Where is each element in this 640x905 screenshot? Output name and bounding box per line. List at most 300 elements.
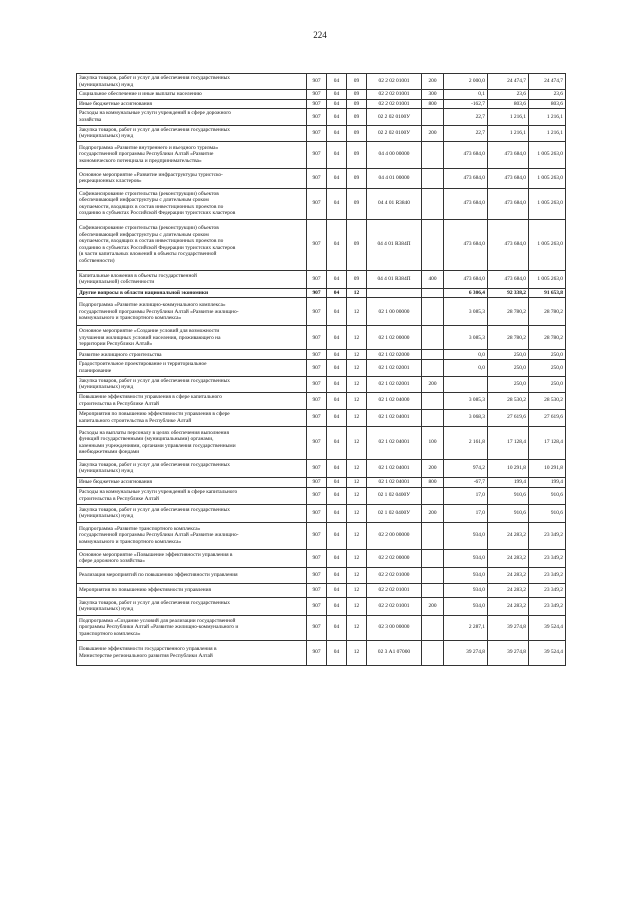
expense-type-cell	[422, 288, 444, 298]
section-cell: 04	[327, 350, 347, 360]
amount-3-cell: 39 524,4	[529, 615, 566, 640]
description-cell: Подпрограмма «Развитие транспортного комплекса» государственной программы Республики Алтай «Развитие жилищно- коммунального и транспортного комплекса»	[77, 522, 307, 549]
expense-type-cell	[422, 392, 444, 409]
section-cell: 04	[327, 477, 347, 487]
grbs-cell: 907	[307, 615, 327, 640]
amount-2-cell: 250,0	[488, 376, 529, 392]
description-cell: Расходы на выплаты персоналу в целях обеспечения выполнения функций государственными (муниципальными) органами, казенными учреждениями, органами управления государственными внебюджетными фондами	[77, 426, 307, 459]
grbs-cell: 907	[307, 350, 327, 360]
amount-3-cell: 28 780,2	[529, 298, 566, 326]
table-body	[77, 74, 566, 666]
subsection-cell: 12	[347, 392, 367, 409]
grbs-cell: 907	[307, 298, 327, 326]
target-article-cell: 02 3 А1 07000	[367, 640, 422, 665]
grbs-cell: 907	[307, 426, 327, 459]
grbs-cell: 907	[307, 141, 327, 168]
table-row	[77, 583, 566, 597]
amount-1-cell: 3 085,3	[444, 326, 488, 350]
amount-1-cell: 934,0	[444, 522, 488, 549]
grbs-cell: 907	[307, 597, 327, 615]
amount-3-cell: 1 005 263,0	[529, 188, 566, 219]
amount-2-cell: 910,6	[488, 504, 529, 522]
expense-type-cell	[422, 109, 444, 125]
amount-1-cell: 974,2	[444, 459, 488, 477]
subsection-cell: 12	[347, 426, 367, 459]
subsection-cell: 12	[347, 298, 367, 326]
description-cell: Капитальные вложения в объекты государственной (муниципальной) собственности	[77, 270, 307, 288]
amount-2-cell: 24 283,2	[488, 522, 529, 549]
amount-1-cell: 17,0	[444, 504, 488, 522]
target-article-cell	[367, 288, 422, 298]
table-row	[77, 219, 566, 270]
section-cell: 04	[327, 125, 347, 141]
description-cell: Основное мероприятие «Создание условий для возможности улучшения жилищных условий населения, проживающего на территории Республики Алтай»	[77, 326, 307, 350]
amount-2-cell: 473 684,0	[488, 168, 529, 188]
amount-1-cell: 2 287,1	[444, 615, 488, 640]
amount-2-cell: 27 619,6	[488, 409, 529, 426]
amount-1-cell: 3 085,3	[444, 392, 488, 409]
amount-3-cell: 803,6	[529, 99, 566, 109]
section-cell: 04	[327, 270, 347, 288]
subsection-cell: 09	[347, 74, 367, 90]
amount-1-cell: 3 085,3	[444, 298, 488, 326]
subsection-cell: 09	[347, 168, 367, 188]
section-cell: 04	[327, 298, 347, 326]
description-cell: Иные бюджетные ассигнования	[77, 477, 307, 487]
subsection-cell: 12	[347, 615, 367, 640]
table-row	[77, 350, 566, 360]
table-row	[77, 188, 566, 219]
expense-type-cell	[422, 219, 444, 270]
amount-1-cell: -162,7	[444, 99, 488, 109]
grbs-cell: 907	[307, 288, 327, 298]
target-article-cell: 02 1 02 0400У	[367, 504, 422, 522]
description-cell: Повышение эффективности государственного управления в Министерстве регионального развития Республики Алтай	[77, 640, 307, 665]
table-row	[77, 125, 566, 141]
expense-type-cell: 200	[422, 376, 444, 392]
description-cell: Софинансирование строительства (реконструкции) объектов обеспечивающей инфраструктуры с длительным сроком окупаемости, входящих в состав инвестиционных проектов по созданию в субъектах Российской Федерации туристских кластеров (в части капитальных вложений в объекты государственной собственности)	[77, 219, 307, 270]
expense-type-cell: 200	[422, 74, 444, 90]
expense-type-cell	[422, 350, 444, 360]
amount-1-cell: 934,0	[444, 583, 488, 597]
expense-type-cell: 100	[422, 426, 444, 459]
grbs-cell: 907	[307, 567, 327, 583]
expense-type-cell	[422, 409, 444, 426]
grbs-cell: 907	[307, 219, 327, 270]
description-cell: Расходы на коммунальные услуги учреждений в сфере дорожного хозяйства	[77, 109, 307, 125]
target-article-cell: 02 3 00 00000	[367, 615, 422, 640]
grbs-cell: 907	[307, 487, 327, 504]
amount-3-cell: 91 653,8	[529, 288, 566, 298]
description-cell: Мероприятия по повышению эффективности управления	[77, 583, 307, 597]
grbs-cell: 907	[307, 90, 327, 100]
subsection-cell: 09	[347, 90, 367, 100]
description-cell: Закупка товаров, работ и услуг для обеспечения государственных (муниципальных) нужд	[77, 125, 307, 141]
subsection-cell: 12	[347, 288, 367, 298]
amount-2-cell: 28 780,2	[488, 298, 529, 326]
expense-type-cell	[422, 567, 444, 583]
table-row	[77, 567, 566, 583]
expense-type-cell: 200	[422, 125, 444, 141]
description-cell: Закупка товаров, работ и услуг для обеспечения государственных (муниципальных) нужд	[77, 459, 307, 477]
amount-2-cell: 10 291,8	[488, 459, 529, 477]
expense-type-cell: 400	[422, 270, 444, 288]
subsection-cell: 12	[347, 640, 367, 665]
amount-2-cell: 1 216,1	[488, 125, 529, 141]
description-cell: Подпрограмма «Создание условий для реализации государственной программы Республики Алтай «Развитие жилищно-коммунального и транспортного комплекса»	[77, 615, 307, 640]
subsection-cell: 09	[347, 270, 367, 288]
table-row	[77, 74, 566, 90]
amount-3-cell: 23,6	[529, 90, 566, 100]
amount-1-cell	[444, 376, 488, 392]
expense-type-cell: 200	[422, 504, 444, 522]
amount-3-cell: 1 005 263,0	[529, 168, 566, 188]
target-article-cell: 02 1 02 04001	[367, 459, 422, 477]
section-cell: 04	[327, 487, 347, 504]
section-cell: 04	[327, 567, 347, 583]
amount-1-cell: 473 684,0	[444, 168, 488, 188]
amount-3-cell: 23 349,2	[529, 567, 566, 583]
table-row	[77, 326, 566, 350]
target-article-cell: 02 2 02 01001	[367, 597, 422, 615]
description-cell: Повышение эффективности управления в сфере капитального строительства в Республике Алтай	[77, 392, 307, 409]
subsection-cell: 12	[347, 583, 367, 597]
grbs-cell: 907	[307, 376, 327, 392]
subsection-cell: 09	[347, 141, 367, 168]
expense-type-cell	[422, 326, 444, 350]
section-cell: 04	[327, 409, 347, 426]
target-article-cell: 04 4 01 R3840	[367, 188, 422, 219]
section-cell: 04	[327, 219, 347, 270]
table-row	[77, 409, 566, 426]
amount-2-cell: 473 684,0	[488, 141, 529, 168]
amount-3-cell: 28 780,2	[529, 326, 566, 350]
table-row	[77, 487, 566, 504]
amount-3-cell: 39 524,4	[529, 640, 566, 665]
amount-1-cell: 934,0	[444, 549, 488, 567]
table-row	[77, 549, 566, 567]
expense-type-cell: 300	[422, 90, 444, 100]
subsection-cell: 12	[347, 376, 367, 392]
subsection-cell: 12	[347, 326, 367, 350]
section-cell: 04	[327, 360, 347, 376]
amount-3-cell: 1 005 263,0	[529, 141, 566, 168]
target-article-cell: 04 4 01 R384П	[367, 219, 422, 270]
target-article-cell: 02 2 02 0100У	[367, 109, 422, 125]
subsection-cell: 09	[347, 219, 367, 270]
grbs-cell: 907	[307, 168, 327, 188]
section-cell: 04	[327, 74, 347, 90]
expense-type-cell: 800	[422, 99, 444, 109]
target-article-cell: 04 4 00 00000	[367, 141, 422, 168]
target-article-cell: 04 4 01 00000	[367, 168, 422, 188]
target-article-cell: 02 2 02 01000	[367, 567, 422, 583]
table-row	[77, 288, 566, 298]
table-row	[77, 141, 566, 168]
target-article-cell: 02 2 02 01001	[367, 90, 422, 100]
section-cell: 04	[327, 288, 347, 298]
grbs-cell: 907	[307, 109, 327, 125]
table-row	[77, 270, 566, 288]
grbs-cell: 907	[307, 459, 327, 477]
amount-1-cell: 3 068,3	[444, 409, 488, 426]
expense-type-cell	[422, 298, 444, 326]
expense-type-cell	[422, 522, 444, 549]
section-cell: 04	[327, 326, 347, 350]
expense-type-cell	[422, 615, 444, 640]
amount-2-cell: 24 283,2	[488, 567, 529, 583]
target-article-cell: 02 1 02 02001	[367, 376, 422, 392]
subsection-cell: 12	[347, 522, 367, 549]
subsection-cell: 12	[347, 360, 367, 376]
description-cell: Закупка товаров, работ и услуг для обеспечения государственных (муниципальных) нужд	[77, 597, 307, 615]
amount-1-cell: 473 684,0	[444, 188, 488, 219]
amount-3-cell: 250,0	[529, 350, 566, 360]
expense-type-cell	[422, 640, 444, 665]
section-cell: 04	[327, 188, 347, 219]
target-article-cell: 02 1 00 00000	[367, 298, 422, 326]
description-cell: Расходы на коммунальные услуги учреждений в сфере капитального строительства в Республике Алтай	[77, 487, 307, 504]
amount-2-cell: 473 684,0	[488, 270, 529, 288]
target-article-cell: 02 1 02 04000	[367, 392, 422, 409]
grbs-cell: 907	[307, 74, 327, 90]
description-cell: Закупка товаров, работ и услуг для обеспечения государственных (муниципальных) нужд	[77, 376, 307, 392]
grbs-cell: 907	[307, 409, 327, 426]
expense-type-cell	[422, 188, 444, 219]
subsection-cell: 09	[347, 109, 367, 125]
amount-1-cell: -67,7	[444, 477, 488, 487]
description-cell: Софинансирование строительства (реконструкции) объектов обеспечивающей инфраструктуры с длительным сроком окупаемости, входящих в состав инвестиционных проектов по созданию в субъектах Российской Федерации туристских кластеров	[77, 188, 307, 219]
amount-3-cell: 23 349,2	[529, 522, 566, 549]
grbs-cell: 907	[307, 270, 327, 288]
subsection-cell: 12	[347, 409, 367, 426]
amount-1-cell: 0,0	[444, 360, 488, 376]
subsection-cell: 12	[347, 504, 367, 522]
description-cell: Основное мероприятие «Развитие инфраструктуры туристско- рекреационных кластеров»	[77, 168, 307, 188]
amount-1-cell: 22,7	[444, 125, 488, 141]
expense-type-cell	[422, 360, 444, 376]
amount-2-cell: 473 684,0	[488, 219, 529, 270]
table-row	[77, 522, 566, 549]
section-cell: 04	[327, 597, 347, 615]
expense-type-cell	[422, 487, 444, 504]
target-article-cell: 02 2 02 01001	[367, 99, 422, 109]
expense-type-cell	[422, 141, 444, 168]
table-row	[77, 168, 566, 188]
amount-3-cell: 27 619,6	[529, 409, 566, 426]
description-cell: Подпрограмма «Развитие жилищно-коммунального комплекса» государственной программы Республики Алтай «Развитие жилищно- коммунального и транспортного комплекса»	[77, 298, 307, 326]
target-article-cell: 02 2 00 00000	[367, 522, 422, 549]
grbs-cell: 907	[307, 99, 327, 109]
table-row	[77, 99, 566, 109]
section-cell: 04	[327, 90, 347, 100]
description-cell: Закупка товаров, работ и услуг для обеспечения государственных (муниципальных) нужд	[77, 74, 307, 90]
amount-3-cell: 23 349,2	[529, 549, 566, 567]
section-cell: 04	[327, 549, 347, 567]
amount-3-cell: 250,0	[529, 376, 566, 392]
section-cell: 04	[327, 168, 347, 188]
amount-2-cell: 23,6	[488, 90, 529, 100]
table-row	[77, 298, 566, 326]
section-cell: 04	[327, 459, 347, 477]
amount-3-cell: 1 216,1	[529, 125, 566, 141]
subsection-cell: 12	[347, 459, 367, 477]
amount-1-cell: 934,0	[444, 567, 488, 583]
amount-1-cell: 473 684,0	[444, 141, 488, 168]
subsection-cell: 09	[347, 99, 367, 109]
grbs-cell: 907	[307, 640, 327, 665]
amount-2-cell: 1 216,1	[488, 109, 529, 125]
amount-2-cell: 250,0	[488, 360, 529, 376]
section-cell: 04	[327, 583, 347, 597]
amount-2-cell: 473 684,0	[488, 188, 529, 219]
expense-type-cell	[422, 549, 444, 567]
target-article-cell: 04 4 01 R384П	[367, 270, 422, 288]
subsection-cell: 12	[347, 567, 367, 583]
subsection-cell: 12	[347, 477, 367, 487]
grbs-cell: 907	[307, 549, 327, 567]
amount-3-cell: 1 216,1	[529, 109, 566, 125]
table-row	[77, 459, 566, 477]
amount-2-cell: 39 274,8	[488, 640, 529, 665]
section-cell: 04	[327, 392, 347, 409]
table-row	[77, 615, 566, 640]
amount-1-cell: 473 684,0	[444, 270, 488, 288]
target-article-cell: 02 1 02 0400У	[367, 487, 422, 504]
amount-1-cell: 39 274,8	[444, 640, 488, 665]
grbs-cell: 907	[307, 360, 327, 376]
section-cell: 04	[327, 99, 347, 109]
description-cell: Реализация мероприятий по повышению эффективности управления	[77, 567, 307, 583]
amount-2-cell: 803,6	[488, 99, 529, 109]
section-cell: 04	[327, 109, 347, 125]
target-article-cell: 02 1 02 04001	[367, 409, 422, 426]
table-row	[77, 477, 566, 487]
target-article-cell: 02 1 02 02001	[367, 360, 422, 376]
grbs-cell: 907	[307, 188, 327, 219]
target-article-cell: 02 1 02 00000	[367, 326, 422, 350]
description-cell: Мероприятия по повышению эффективности управления в сфере капитального строительства в Республике Алтай	[77, 409, 307, 426]
amount-3-cell: 23 349,2	[529, 597, 566, 615]
subsection-cell: 12	[347, 487, 367, 504]
grbs-cell: 907	[307, 522, 327, 549]
page-number: 224	[313, 30, 327, 40]
amount-2-cell: 28 780,2	[488, 326, 529, 350]
description-cell: Основное мероприятие «Повышение эффективности управления в сфере дорожного хозяйства»	[77, 549, 307, 567]
amount-2-cell: 24 283,2	[488, 583, 529, 597]
budget-table	[76, 73, 566, 666]
amount-3-cell: 24 474,7	[529, 74, 566, 90]
amount-1-cell: 22,7	[444, 109, 488, 125]
amount-3-cell: 250,0	[529, 360, 566, 376]
description-cell: Иные бюджетные ассигнования	[77, 99, 307, 109]
amount-1-cell: 2 161,8	[444, 426, 488, 459]
target-article-cell: 02 2 02 0100У	[367, 125, 422, 141]
description-cell: Развитие жилищного строительства	[77, 350, 307, 360]
target-article-cell: 02 2 02 01001	[367, 583, 422, 597]
amount-2-cell: 199,4	[488, 477, 529, 487]
description-cell: Закупка товаров, работ и услуг для обеспечения государственных (муниципальных) нужд	[77, 504, 307, 522]
amount-1-cell: 2 000,0	[444, 74, 488, 90]
amount-3-cell: 910,6	[529, 487, 566, 504]
table-row	[77, 392, 566, 409]
section-cell: 04	[327, 141, 347, 168]
subsection-cell: 09	[347, 188, 367, 219]
amount-1-cell: 0,1	[444, 90, 488, 100]
target-article-cell: 02 1 02 04001	[367, 426, 422, 459]
subsection-cell: 09	[347, 125, 367, 141]
section-cell: 04	[327, 522, 347, 549]
amount-2-cell: 24 474,7	[488, 74, 529, 90]
target-article-cell: 02 2 02 01001	[367, 74, 422, 90]
grbs-cell: 907	[307, 392, 327, 409]
section-cell: 04	[327, 504, 347, 522]
amount-2-cell: 24 283,2	[488, 597, 529, 615]
table-row	[77, 426, 566, 459]
section-cell: 04	[327, 615, 347, 640]
amount-1-cell: 6 306,4	[444, 288, 488, 298]
grbs-cell: 907	[307, 504, 327, 522]
amount-3-cell: 23 349,2	[529, 583, 566, 597]
amount-2-cell: 17 128,4	[488, 426, 529, 459]
target-article-cell: 02 2 02 00000	[367, 549, 422, 567]
amount-2-cell: 24 283,2	[488, 549, 529, 567]
amount-3-cell: 28 530,2	[529, 392, 566, 409]
amount-2-cell: 39 274,8	[488, 615, 529, 640]
amount-3-cell: 1 005 263,0	[529, 270, 566, 288]
table-row	[77, 504, 566, 522]
table-row	[77, 360, 566, 376]
grbs-cell: 907	[307, 125, 327, 141]
amount-2-cell: 250,0	[488, 350, 529, 360]
amount-3-cell: 910,6	[529, 504, 566, 522]
expense-type-cell: 200	[422, 597, 444, 615]
amount-3-cell: 199,4	[529, 477, 566, 487]
grbs-cell: 907	[307, 583, 327, 597]
table-row	[77, 640, 566, 665]
amount-1-cell: 0,0	[444, 350, 488, 360]
expense-type-cell	[422, 583, 444, 597]
section-cell: 04	[327, 640, 347, 665]
target-article-cell: 02 1 02 02000	[367, 350, 422, 360]
table-row	[77, 90, 566, 100]
amount-3-cell: 17 128,4	[529, 426, 566, 459]
description-cell: Градостроительное проектирование и территориальное планирование	[77, 360, 307, 376]
expense-type-cell: 200	[422, 459, 444, 477]
section-cell: 04	[327, 426, 347, 459]
description-cell: Подпрограмма «Развитие внутреннего и въездного туризма» государственной программы Республики Алтай «Развитие экономического потенциала и предпринимательства»	[77, 141, 307, 168]
amount-2-cell: 92 338,2	[488, 288, 529, 298]
table-row	[77, 597, 566, 615]
description-cell: Другие вопросы в области национальной экономики	[77, 288, 307, 298]
target-article-cell: 02 1 02 04001	[367, 477, 422, 487]
amount-3-cell: 10 291,8	[529, 459, 566, 477]
subsection-cell: 12	[347, 350, 367, 360]
amount-3-cell: 1 005 263,0	[529, 219, 566, 270]
amount-2-cell: 910,6	[488, 487, 529, 504]
table-row	[77, 376, 566, 392]
section-cell: 04	[327, 376, 347, 392]
subsection-cell: 12	[347, 597, 367, 615]
grbs-cell: 907	[307, 477, 327, 487]
amount-1-cell: 934,0	[444, 597, 488, 615]
expense-type-cell	[422, 168, 444, 188]
amount-2-cell: 28 530,2	[488, 392, 529, 409]
subsection-cell: 12	[347, 549, 367, 567]
grbs-cell: 907	[307, 326, 327, 350]
expense-type-cell: 800	[422, 477, 444, 487]
amount-1-cell: 17,0	[444, 487, 488, 504]
